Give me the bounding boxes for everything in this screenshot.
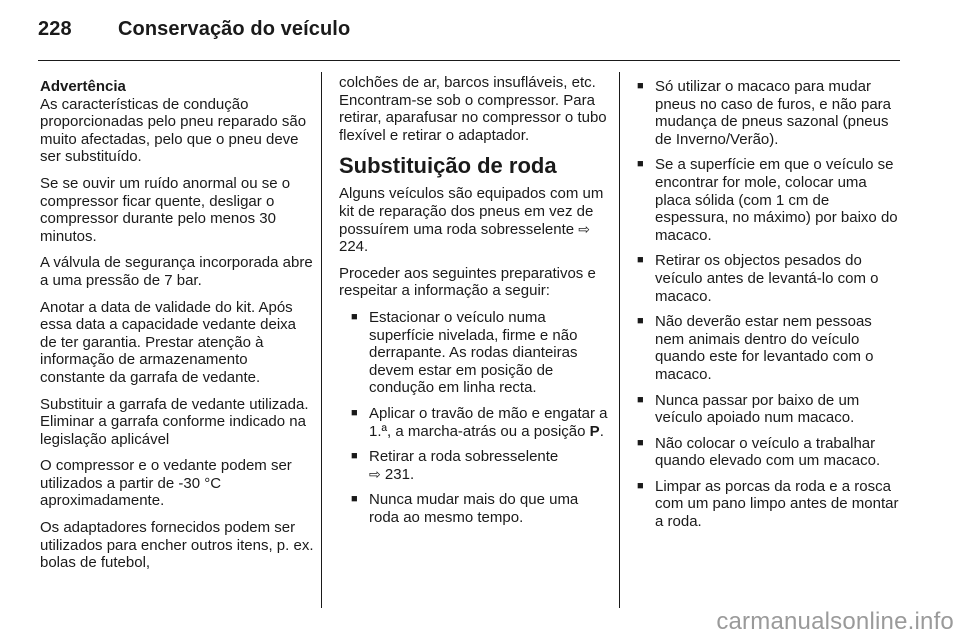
list-item: ■ Retirar a roda sobresselente ⇨ 231. [351, 448, 609, 483]
gear-position-p: P [589, 422, 600, 440]
preparation-list [351, 309, 609, 527]
column-right [637, 78, 905, 539]
page-number: 228 [38, 18, 72, 40]
watermark: carmanualsonline.info [716, 608, 954, 635]
paragraph-continued: colchões de ar, barcos insufláveis, etc. Encontram-se sob o compressor. Para retirar, aparafusar no compressor o tubo flexível e retirar o adaptador. [339, 74, 607, 144]
header-rule [38, 60, 900, 61]
column-left [40, 78, 314, 581]
paragraph-replace-bottle: Substituir a garrafa de vedante utilizada. Eliminar a garrafa conforme indicado na legislação aplicável [40, 395, 309, 448]
paragraph-preparations: Proceder aos seguintes preparativos e respeitar a informação a seguir: [339, 264, 596, 300]
list-item-text: Nunca mudar mais do que uma roda ao mesmo tempo. [369, 491, 579, 526]
list-item: ■ Retirar os objectos pesados do veículo antes de levantá-lo com o macaco. [637, 252, 905, 305]
page-ref-arrow-icon[interactable]: ⇨ [369, 465, 381, 482]
intro-text: Alguns veículos são equipados com um kit de reparação dos pneus em vez de possuírem uma roda sobresselente [339, 185, 604, 238]
list-item-text: Estacionar o veículo numa superfície nivelada, firme e não derrapante. As rodas dianteiras devem estar em posição de condução em linha recta. [369, 308, 578, 397]
section-heading: Substituição de roda [339, 153, 557, 179]
list-item [351, 491, 609, 526]
list-item: ■ Nunca passar por baixo de um veículo apoiado num macaco. [637, 392, 905, 427]
section-title: Conservação do veículo [118, 18, 351, 40]
warning-text: As características de condução proporcionadas pelo pneu reparado são muito afectadas, pelo que o pneu deve ser substituído. [40, 95, 307, 166]
paragraph-temperature: O compressor e o vedante podem ser utilizados a partir de -30 °C aproximadamente. [40, 457, 292, 510]
list-item: ■ Não colocar o veículo a trabalhar quando elevado com um macaco. [637, 435, 905, 470]
page-ref-arrow-icon[interactable]: ⇨ [578, 220, 591, 237]
list-item: ■ Só utilizar o macaco para mudar pneus no caso de furos, e não para mudança de pneus sazonal (pneus de Inverno/Verão). [637, 78, 905, 148]
paragraph-adapters: Os adaptadores fornecidos podem ser utilizados para encher outros itens, p. ex. bolas de futebol, [40, 519, 314, 572]
list-item [351, 309, 609, 397]
spare-wheel-page-ref[interactable]: 231 [384, 465, 410, 483]
list-item: ■ Não deverão estar nem pessoas nem animais dentro do veículo quando este for levantado com o macaco. [637, 313, 905, 383]
column-divider-2 [619, 72, 620, 608]
page-header [38, 14, 350, 44]
list-item: ■ Se a superfície em que o veículo se encontrar for mole, colocar uma placa sólida (com 1 cm de espessura, no máximo) por baixo do macaco. [637, 156, 905, 244]
jack-safety-list [637, 78, 905, 531]
warning-box [40, 78, 314, 166]
list-item-text: Aplicar o travão de mão e engatar a 1.ª, a marcha-atrás ou a posição [369, 404, 608, 440]
column-divider-1 [321, 72, 322, 608]
paragraph-safety-valve: A válvula de segurança incorporada abre a uma pressão de 7 bar. [40, 254, 313, 289]
paragraph-expiry: Anotar a data de validade do kit. Após essa data a capacidade vedante deixa de ter garantia. Prestar atenção à informação de armazenamento constante da garrafa de vedante. [40, 298, 297, 386]
list-item: ■ Limpar as porcas da roda e a rosca com um pano limpo antes de montar a roda. [637, 478, 905, 531]
intro-page-ref[interactable]: 224 [339, 238, 365, 256]
list-item-text: Retirar a roda sobresselente [369, 448, 559, 466]
column-middle [339, 74, 609, 534]
warning-title: Advertência [40, 78, 126, 95]
paragraph-intro: Alguns veículos são equipados com um kit de reparação dos pneus em vez de possuírem uma roda sobresselente ⇨ 224. [339, 185, 604, 256]
paragraph-noise: Se se ouvir um ruído anormal ou se o compressor ficar quente, desligar o compressor durante pelo menos 30 minutos. [40, 174, 291, 245]
list-item: ■ Aplicar o travão de mão e engatar a 1.ª, a marcha-atrás ou a posição P. [351, 405, 609, 440]
